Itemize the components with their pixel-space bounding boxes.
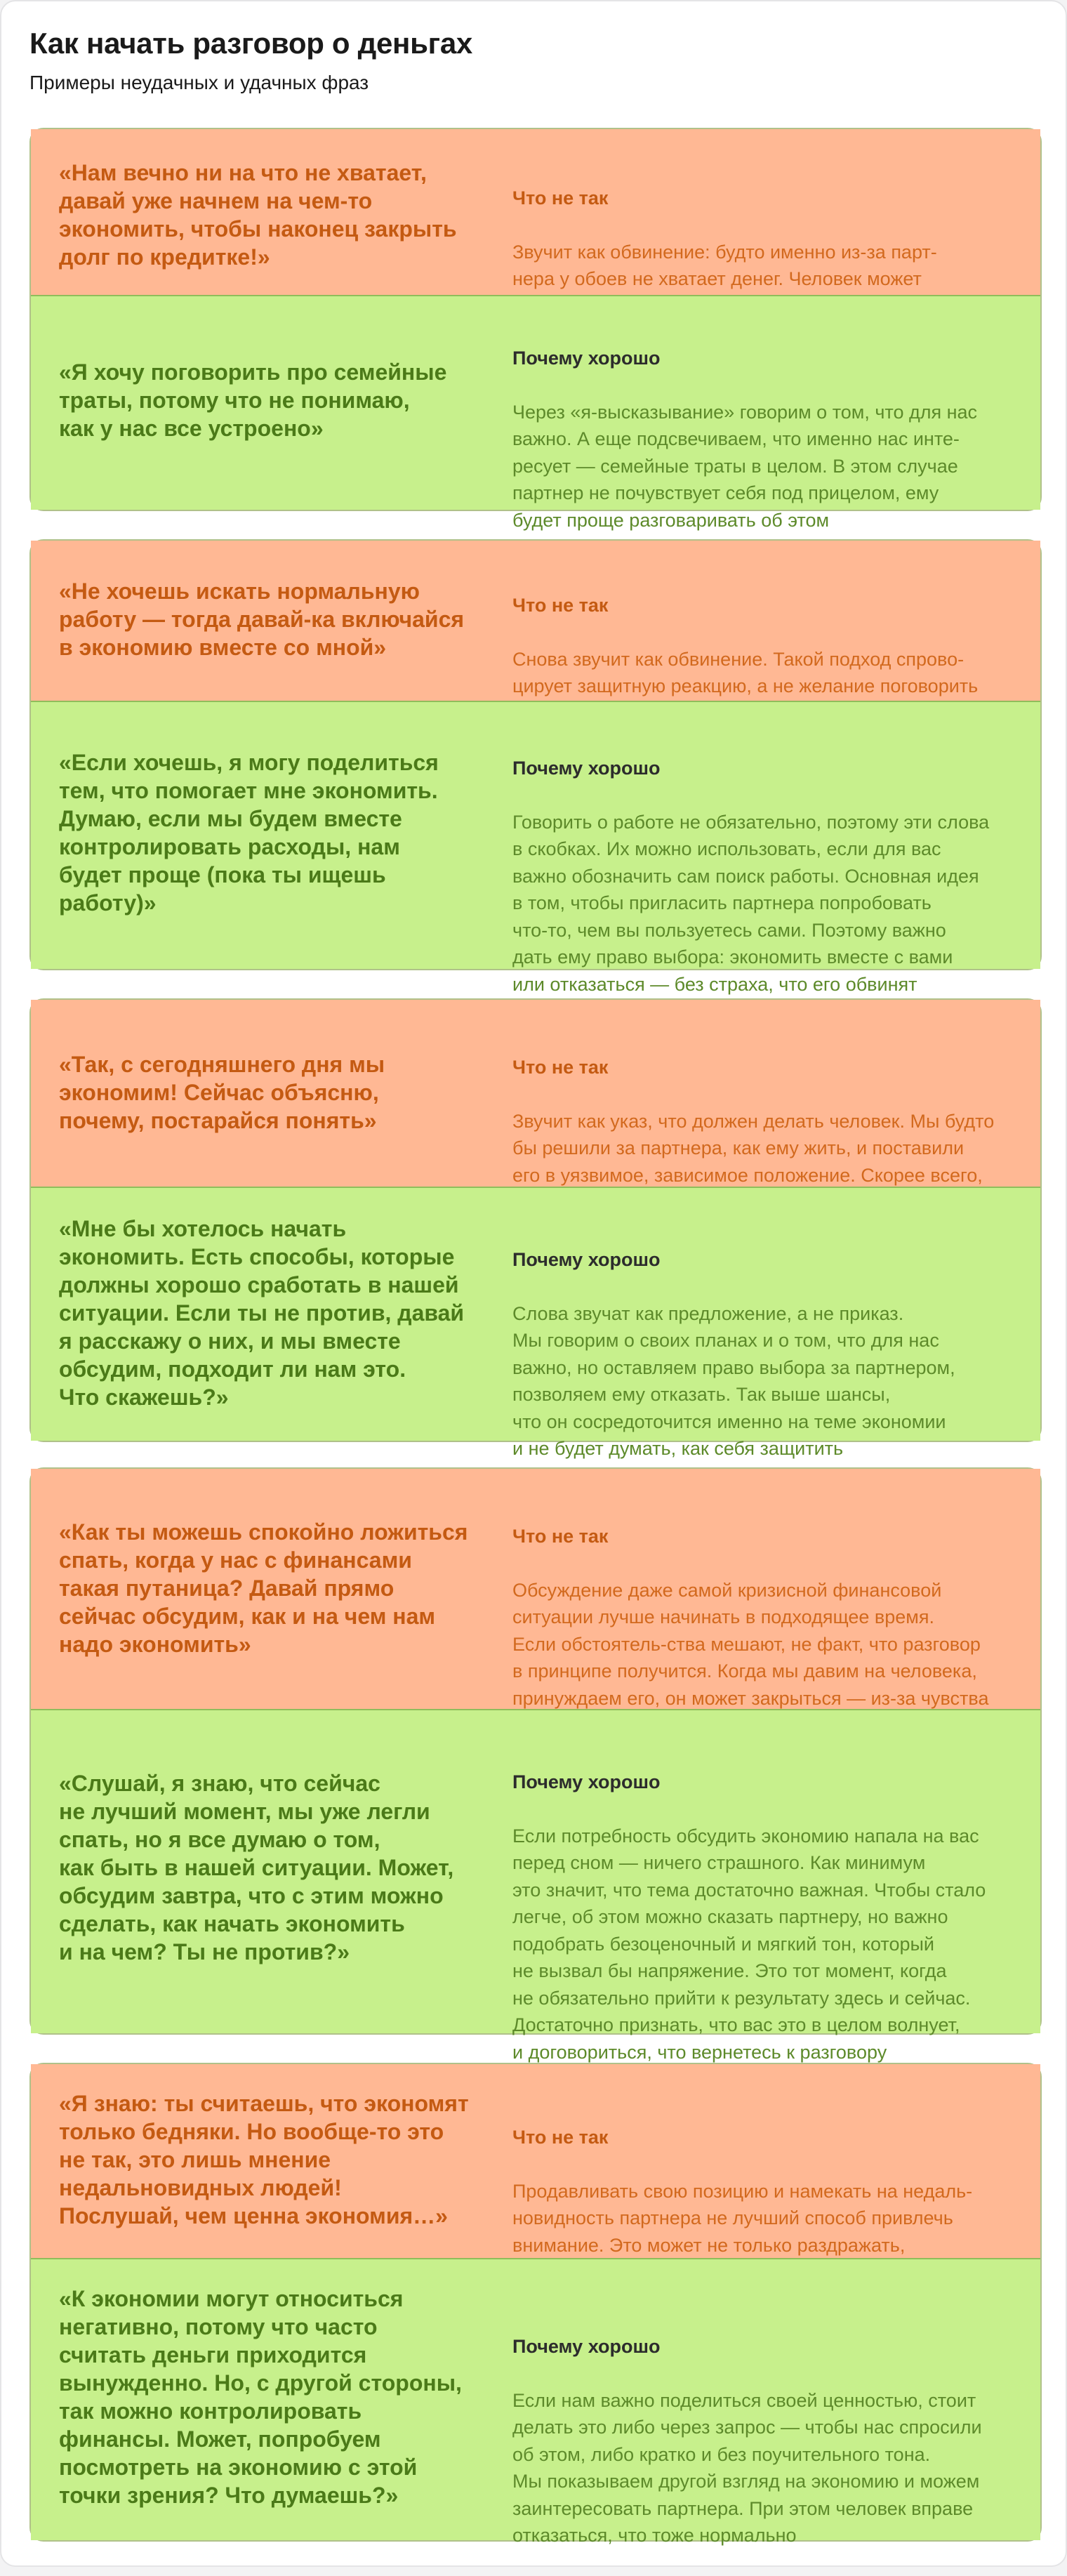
good-heading: Почему хорошо [512, 347, 661, 369]
good-text: Если потребность обсудить экономию напала на вас перед сном — ничего страшного. Как минимум это значит, что тема достаточно важная. Чтобы стало легче, об этом можно сказать партнеру, но важно подобрать безоценочный и мягкий тон, который не вызвал бы напряжение. Это тот момент, когда не обязательно прийти к результату здесь и сейчас. Достаточно признать, что вас это в целом волнует, и договориться, что вернетесь к разговору [512, 1825, 986, 2063]
bad-quote: «Нам вечно ни на что не хватает, давай уже начнем на чем-то экономить, чтобы наконец закрыть долг по кредитке!» [59, 160, 457, 270]
page-subtitle: Примеры неудачных и удачных фраз [29, 72, 369, 93]
page-title: Как начать разговор о деньгах [29, 27, 472, 60]
good-explanation [512, 1219, 1025, 1489]
bad-quote: «Как ты можешь спокойно ложиться спать, когда у нас с финансами такая путаница? Давай прямо сейчас обсудим, как и на чем нам надо экономить» [59, 1519, 468, 1657]
good-heading: Почему хорошо [512, 757, 661, 779]
good-quote: «Я хочу поговорить про семейные траты, потому что не понимаю, как у нас все устроено» [59, 359, 447, 441]
good-explanation [512, 1741, 1025, 2093]
good-text: Если нам важно поделиться своей ценностью, стоит делать это либо через запрос — чтобы нас спросили об этом, либо кратко и без поучительного тона. Мы показываем другой взгляд на экономию и можем заинтересовать партнера. При этом человек вправе отказаться, что тоже нормально [512, 2389, 982, 2546]
good-explanation [512, 2306, 1025, 2576]
good-text: Через «я-высказывание» говорим о том, что для нас важно. А еще подсвечиваем, что именно нас инте- ресует — семейные траты в целом. В этом случае партнер не почувствует себя под прицелом, ему будет проще разговаривать об этом [512, 401, 978, 531]
bad-text: Звучит как указ, что должен делать человек. Мы будто бы решили за партнера, как ему жить, и поставили его в уязвимое, зависимое положение. Скорее всего, [512, 1110, 995, 1186]
good-quote: «Мне бы хотелось начать экономить. Есть способы, которые должны хорошо сработать в нашей ситуации. Если ты не против, давай я расскажу о них, и мы вместе обсудим, подходит ли нам это. Что скажешь?» [59, 1216, 465, 1410]
bad-quote: «Так, с сегодняшнего дня мы экономим! Сейчас объясню, почему, постарайся понять» [59, 1052, 385, 1133]
good-explanation [512, 317, 1025, 561]
bad-example [31, 1000, 1040, 1188]
good-example [31, 1188, 1040, 1459]
bad-text: Звучит как обвинение: будто именно из-за парт- нера у обоев не хватает денег. Человек может [512, 241, 937, 289]
good-explanation [512, 727, 1025, 1025]
bad-example [31, 541, 1040, 702]
bad-example [31, 2064, 1040, 2259]
good-heading: Почему хорошо [512, 2335, 661, 2357]
bad-heading: Что не так [512, 187, 609, 209]
bad-text: Обсуждение даже самой кризисной финансовой ситуации лучше начинать в подходящее время. Если обстоятель-ства мешают, не факт, что разговор в принципе получится. Когда мы давим на человека, принуждаем его, он может закрыться — из-за чувства [512, 1579, 989, 1709]
good-quote: «Если хочешь, я могу поделиться тем, что помогает мне экономить. Думаю, если мы будем вместе контролировать расходы, нам будет проще (пока ты ищешь работу)» [59, 750, 439, 916]
good-example [31, 702, 1040, 995]
bad-quote: «Я знаю: ты считаешь, что экономят только бедняки. Но вообще-то это не так, это лишь мнение недальновидных людей! Послушай, чем ценна экономия…» [59, 2091, 469, 2228]
good-quote: «Слушай, я знаю, что сейчас не лучший момент, мы уже легли спать, но я все думаю о том, как быть в нашей ситуации. Может, обсудим завтра, что с этим можно сделать, как начать экономить и на чем? Ты не против?» [59, 1771, 454, 1964]
phrase-card [29, 539, 1042, 995]
bad-heading: Что не так [512, 2126, 609, 2148]
bad-heading: Что не так [512, 1056, 609, 1078]
good-text: Говорить о работе не обязательно, поэтому эти слова в скобках. Их можно использовать, если для вас важно обозначить сам поиск работы. Основная идея в том, чтобы пригласить партнера попробовать что-то, чем вы пользуетесь сами. Поэтому важно дать ему право выбора: экономить вместе с вами или отказаться — без страха, что его обвинят [512, 811, 990, 995]
phrase-card [29, 2063, 1042, 2546]
phrase-card [29, 1467, 1042, 2063]
good-example [31, 1710, 1040, 2063]
bad-heading: Что не так [512, 1525, 609, 1547]
good-heading: Почему хорошо [512, 1771, 661, 1792]
bad-heading: Что не так [512, 594, 609, 616]
phrase-card [29, 998, 1042, 1459]
phrase-card [29, 128, 1042, 531]
bad-text: Снова звучит как обвинение. Такой подход спрово- цирует защитную реакцию, а не желание поговорить [512, 648, 979, 696]
bad-example [31, 129, 1040, 296]
good-quote: «К экономии могут относиться негативно, потому что часто считать деньги приходится вынужденно. Но, с другой стороны, так можно контролировать финансы. Может, попробуем посмотреть на экономию с этой точки зрения? Что думаешь?» [59, 2286, 462, 2508]
good-text: Слова звучат как предложение, а не приказ. Мы говорим о своих планах и о том, что для нас важно, но оставляем право выбора за партнером, позволяем ему отказать. Так выше шансы, что он сосредоточится именно на теме экономии и не будет думать, как себя защитить [512, 1302, 955, 1459]
good-example [31, 2259, 1040, 2546]
good-example [31, 296, 1040, 531]
bad-text: Продавливать свою позицию и намекать на недаль- новидность партнера не лучший способ привлечь внимание. Это может не только раздражать, [512, 2180, 973, 2256]
bad-example [31, 1469, 1040, 1710]
bad-quote: «Не хочешь искать нормальную работу — тогда давай-ка включайся в экономию вместе со мной» [59, 579, 465, 660]
good-heading: Почему хорошо [512, 1248, 661, 1270]
